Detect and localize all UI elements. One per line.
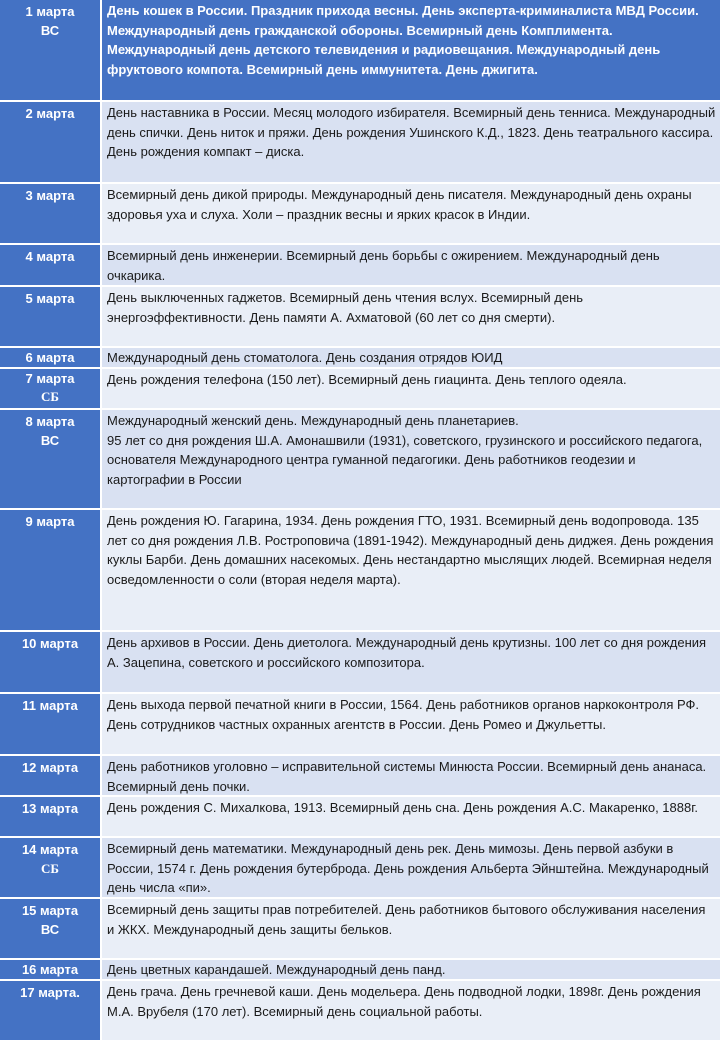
events-cell: Международный женский день. Международный день планетариев. 95 лет со дня рождения Ш.А. Амонашвили (1931), советского, грузинского и российского педагога, основателя Международного центра гуманной педагогики. День работников геодезии и картографии в России — [102, 410, 720, 508]
date-cell — [0, 756, 102, 795]
events-cell: Всемирный день инженерии. Всемирный день борьбы с ожирением. Международный день очкарика. — [102, 245, 720, 285]
date-cell — [0, 899, 102, 958]
table-row — [0, 756, 720, 795]
date-label: 17 марта. — [20, 985, 80, 1000]
table-row — [0, 410, 720, 508]
table-row — [0, 838, 720, 897]
date-cell — [0, 369, 102, 408]
events-cell: День рождения телефона (150 лет). Всемирный день гиацинта. День теплого одеяла. — [102, 369, 720, 408]
date-cell — [0, 245, 102, 285]
date-cell — [0, 410, 102, 508]
table-row — [0, 694, 720, 754]
date-cell — [0, 348, 102, 367]
date-cell — [0, 102, 102, 182]
events-cell: День выключенных гаджетов. Всемирный день чтения вслух. Всемирный день энергоэффективности. День памяти А. Ахматовой (60 лет со дня смерти). — [102, 287, 720, 346]
events-cell: День выхода первой печатной книги в России, 1564. День работников органов наркоконтроля РФ. День сотрудников частных охранных агентств в России. День Ромео и Джульетты. — [102, 694, 720, 754]
table-row — [0, 369, 720, 408]
date-cell — [0, 960, 102, 979]
date-cell — [0, 981, 102, 1040]
date-label: 3 марта — [25, 188, 75, 203]
date-cell — [0, 694, 102, 754]
date-label: 7 марта — [25, 371, 75, 386]
events-cell: Международный день стоматолога. День создания отрядов ЮИД — [102, 348, 720, 367]
events-cell: Всемирный день защиты прав потребителей. День работников бытового обслуживания населения и ЖКХ. Международный день защиты бельков. — [102, 899, 720, 958]
date-label: 12 марта — [21, 760, 79, 775]
date-cell — [0, 510, 102, 630]
table-row — [0, 981, 720, 1040]
date-label: 16 марта — [21, 962, 79, 977]
date-label: 9 марта — [25, 514, 75, 529]
table-row — [0, 899, 720, 958]
table-row — [0, 348, 720, 367]
table-row — [0, 0, 720, 100]
events-cell: День кошек в России. Праздник прихода весны. День эксперта-криминалиста МВД России. Международный день гражданской обороны. Всемирный день Комплимента. Международный день детского телевидения и радиовещания. Международный день фруктового компота. Всемирный день иммунитета. День джигита. — [102, 0, 720, 100]
date-cell — [0, 184, 102, 243]
events-cell: День работников уголовно – исправительной системы Минюста России. Всемирный день ананаса. Всемирный день почки. — [102, 756, 720, 795]
date-label: 14 марта — [21, 842, 79, 857]
table-row — [0, 632, 720, 692]
date-cell — [0, 838, 102, 897]
date-label: 6 марта — [25, 350, 75, 365]
weekday-label: ВС — [40, 922, 60, 937]
table-row — [0, 510, 720, 630]
weekday-label: ВС — [40, 433, 60, 448]
date-label: 2 марта — [25, 106, 75, 121]
date-label: 4 марта — [25, 249, 75, 264]
events-cell: День рождения С. Михалкова, 1913. Всемирный день сна. День рождения А.С. Макаренко, 1888г. — [102, 797, 720, 836]
table-row — [0, 245, 720, 285]
date-label: 15 марта — [21, 903, 79, 918]
events-cell: День цветных карандашей. Международный день панд. — [102, 960, 720, 979]
weekday-label: СБ — [41, 861, 59, 876]
table-row — [0, 797, 720, 836]
events-cell: День рождения Ю. Гагарина, 1934. День рождения ГТО, 1931. Всемирный день водопровода. 135 лет со дня рождения Л.В. Ростроповича (1891-1942). Международный день диджея. День рождения куклы Барби. День домашних насекомых. День нестандартно мыслящих людей. Всемирная неделя осведомленности о соли (вторая неделя марта). — [102, 510, 720, 630]
events-cell: День наставника в России. Месяц молодого избирателя. Всемирный день тенниса. Международный день спички. День ниток и пряжи. День рождения Ушинского К.Д., 1823. День театрального кассира. День рождения компакт – диска. — [102, 102, 720, 182]
events-cell: День архивов в России. День диетолога. Международный день крутизны. 100 лет со дня рождения А. Зацепина, советского и российского композитора. — [102, 632, 720, 692]
date-cell — [0, 797, 102, 836]
table-row — [0, 102, 720, 182]
table-row — [0, 287, 720, 346]
table-row — [0, 960, 720, 979]
date-label: 11 марта — [22, 698, 78, 713]
weekday-label: ВС — [40, 23, 60, 38]
date-label: 10 марта — [21, 636, 79, 651]
date-label: 13 марта — [21, 801, 79, 816]
date-cell — [0, 0, 102, 100]
date-label: 1 марта — [25, 4, 75, 19]
date-cell — [0, 632, 102, 692]
events-cell: День грача. День гречневой каши. День модельера. День подводной лодки, 1898г. День рождения М.А. Врубеля (170 лет). Всемирный день социальной работы. — [102, 981, 720, 1040]
events-cell: Всемирный день дикой природы. Международный день писателя. Международный день охраны здоровья уха и слуха. Холи – праздник весны и ярких красок в Индии. — [102, 184, 720, 243]
date-label: 8 марта — [25, 414, 75, 429]
table-row — [0, 184, 720, 243]
date-label: 5 марта — [25, 291, 75, 306]
weekday-label: СБ — [41, 389, 59, 404]
events-cell: Всемирный день математики. Международный день рек. День мимозы. День первой азбуки в России, 1574 г. День рождения бутерброда. День рождения Альберта Эйнштейна. Международный день числа «пи». — [102, 838, 720, 897]
date-cell — [0, 287, 102, 346]
